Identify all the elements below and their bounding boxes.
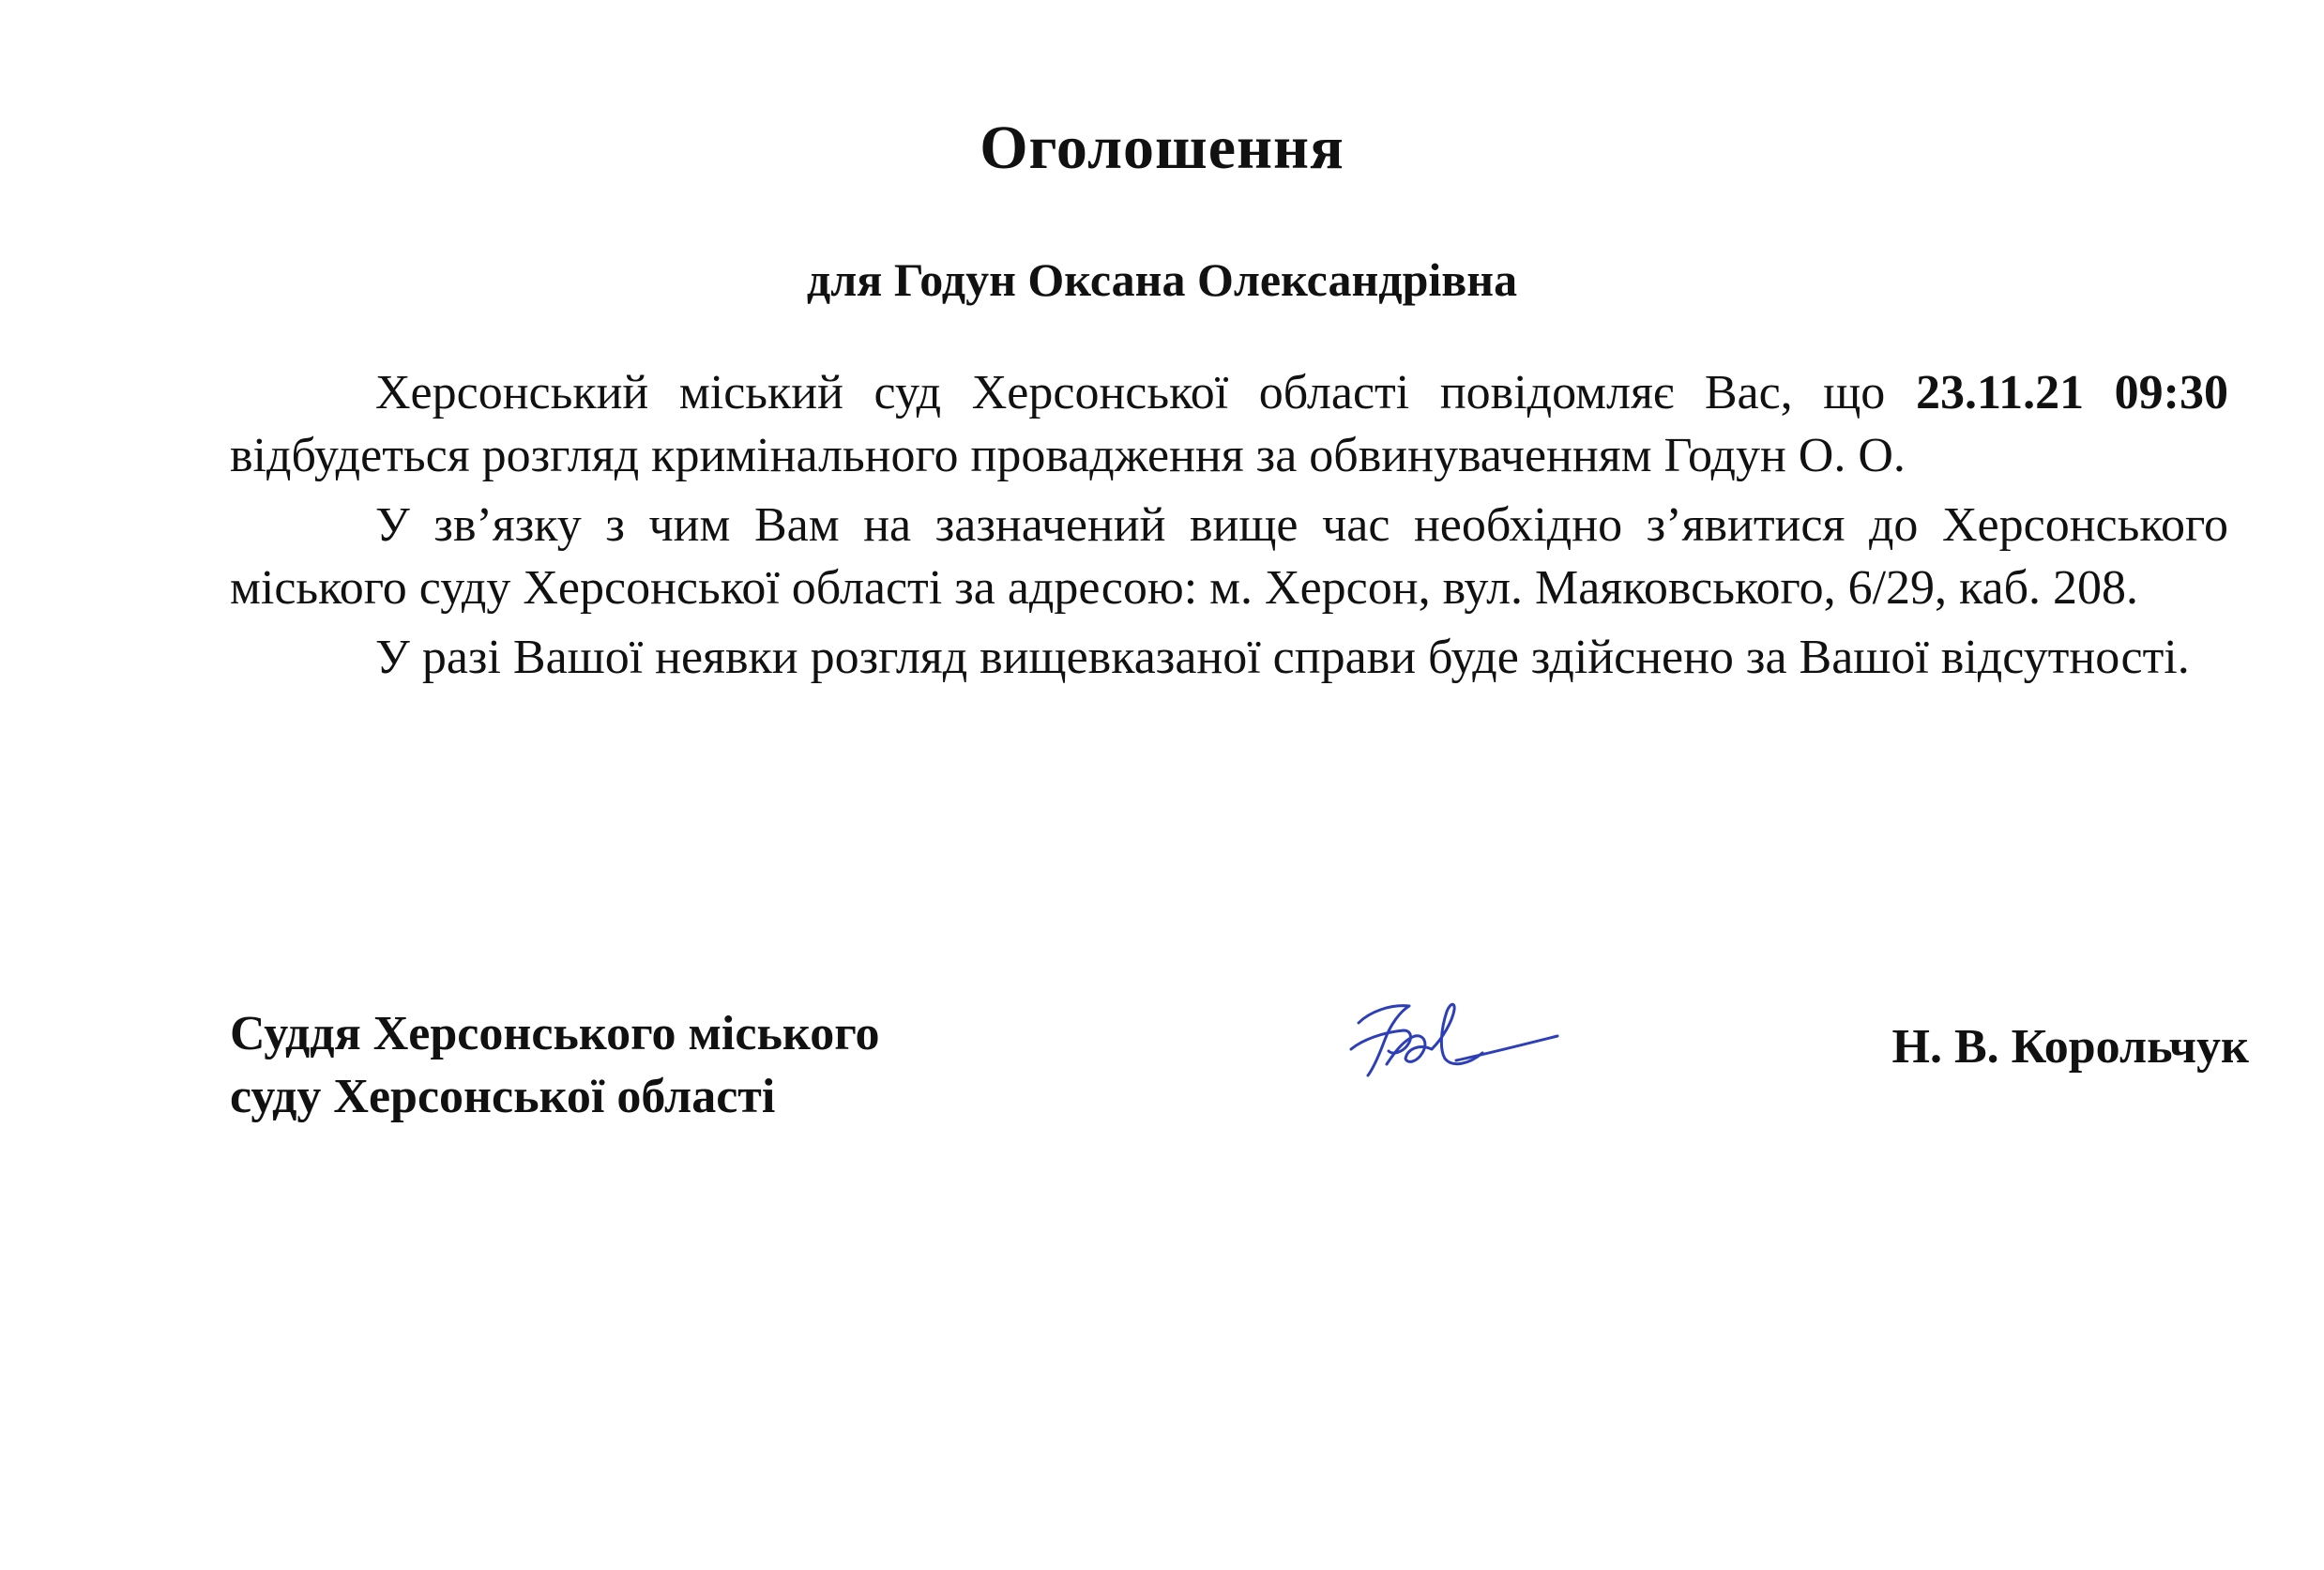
handwritten-signature: [1342, 983, 1586, 1087]
addressee-line: для Годун Оксана Олександрівна: [806, 253, 1518, 306]
notice-body: [230, 361, 2228, 695]
hearing-datetime: 23.11.21 09:30: [1915, 366, 2228, 419]
judge-role: [230, 1002, 880, 1128]
paragraph-rest-text: відбудеться розгляд кримінального провадження за обвинуваченням Годун О. О.: [230, 429, 1906, 482]
paragraph-lead-text: Херсонський міський суд Херсонської області повідомляє Вас, що: [375, 366, 1916, 419]
paragraph-hearing-date: [230, 361, 2228, 487]
paragraph-absence-warning: У разі Вашої неявки розгляд вищевказаної справи буде здійснено за Вашої відсутності.: [375, 631, 2190, 684]
judge-role-line-1: Суддя Херсонського міського: [230, 1007, 880, 1060]
judge-role-line-2: суду Херсонської області: [230, 1070, 776, 1123]
judge-name: Н. В. Корольчук: [1891, 1020, 2249, 1074]
paragraph-appearance-address: У зв’язку з чим Вам на зазначений вище час необхідно з’явитися до Херсонського міського суду Херсонської області за адресою: м. Херсон, вул. Маяковського, 6/29, каб. 208.: [230, 498, 2228, 615]
page-title: Оголошення: [980, 114, 1344, 182]
